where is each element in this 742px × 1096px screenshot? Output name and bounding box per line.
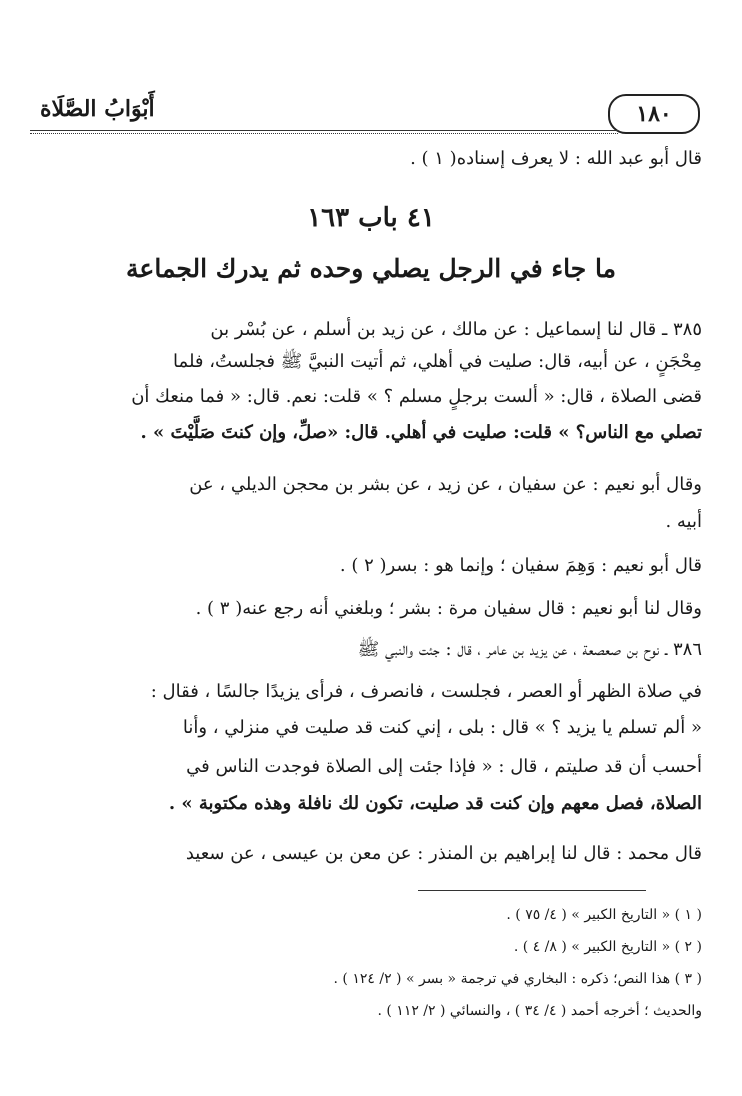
footnote: ( ١ ) « التاريخ الكبير » ( ٤/ ٧٥ ) . — [506, 907, 702, 923]
page-number: ١٨٠ — [608, 94, 700, 134]
body-line: وقال لنا أبو نعيم : قال سفيان مرة : بشر ؛ وبلغني أنه رجع عنه( ٣ ) . — [195, 598, 702, 619]
body-line: في صلاة الظهر أو العصر ، فجلست ، فانصرف ، فرأى يزيدًا جالسًا ، فقال : — [150, 681, 702, 702]
footnote-separator — [418, 890, 646, 891]
page-header — [30, 86, 700, 136]
body-line: مِحْجَنٍ ، عن أبيه، قال: صليت في أهلي، ثم أتيت النبيَّ ﷺ فجلستُ، فلما — [173, 351, 702, 372]
header-rule — [30, 130, 618, 131]
body-line: قضى الصلاة ، قال: « ألست برجلٍ مسلم ؟ » قلت: نعم. قال: « فما منعك أن — [131, 386, 702, 407]
chapter-title: ما جاء في الرجل يصلي وحده ثم يدرك الجماعة — [126, 254, 616, 283]
footnote: والحديث ؛ أخرجه أحمد ( ٤/ ٣٤ ) ، والنسائي ( ٢/ ١١٢ ) . — [377, 1003, 702, 1019]
header-dotted-rule — [30, 133, 618, 134]
body-line: قال محمد : قال لنا إبراهيم بن المنذر : عن معن بن عيسى ، عن سعيد — [185, 843, 702, 864]
running-title: أَبْوَابُ الصَّلَاة — [40, 96, 155, 122]
body-line: تصلي مع الناس؟ » قلت: صليت في أهلي. قال: «صلِّ، وإن كنتَ صَلَّيْتَ » . — [140, 422, 702, 443]
body-line: أحسب أن قد صليتم ، قال : « فإذا جئت إلى الصلاة فوجدت الناس في — [186, 756, 702, 777]
intro-line: قال أبو عبد الله : لا يعرف إسناده( ١ ) . — [410, 148, 702, 169]
body-line: « ألم تسلم يا يزيد ؟ » قال : بلى ، إني كنت قد صليت في منزلي ، وأنا — [182, 717, 702, 738]
footnote: ( ٢ ) « التاريخ الكبير » ( ٨/ ٤ ) . — [513, 939, 702, 955]
body-line: ٣٨٦ ـ نوح بن صعصعة ، عن يزيد بن عامر ، قال : جئت والنبي ﷺ — [357, 639, 702, 660]
footnote: ( ٣ ) هذا النص؛ ذكره : البخاري في ترجمة « بسر » ( ٢/ ١٢٤ ) . — [333, 971, 702, 987]
body-line: الصلاة، فصل معهم وإن كنت قد صليت، تكون لك نافلة وهذه مكتوبة » . — [168, 793, 702, 814]
chapter-number: ٤١ باب ١٦٣ — [307, 203, 435, 233]
body-line: ٣٨٥ ـ قال لنا إسماعيل : عن مالك ، عن زيد بن أسلم ، عن بُسْر بن — [210, 319, 702, 340]
body-line: قال أبو نعيم : وَهِمَ سفيان ؛ وإنما هو : بسر( ٢ ) . — [339, 555, 702, 576]
body-line: أبيه . — [665, 511, 702, 532]
body-line: وقال أبو نعيم : عن سفيان ، عن زيد ، عن بشر بن محجن الديلي ، عن — [189, 474, 702, 495]
